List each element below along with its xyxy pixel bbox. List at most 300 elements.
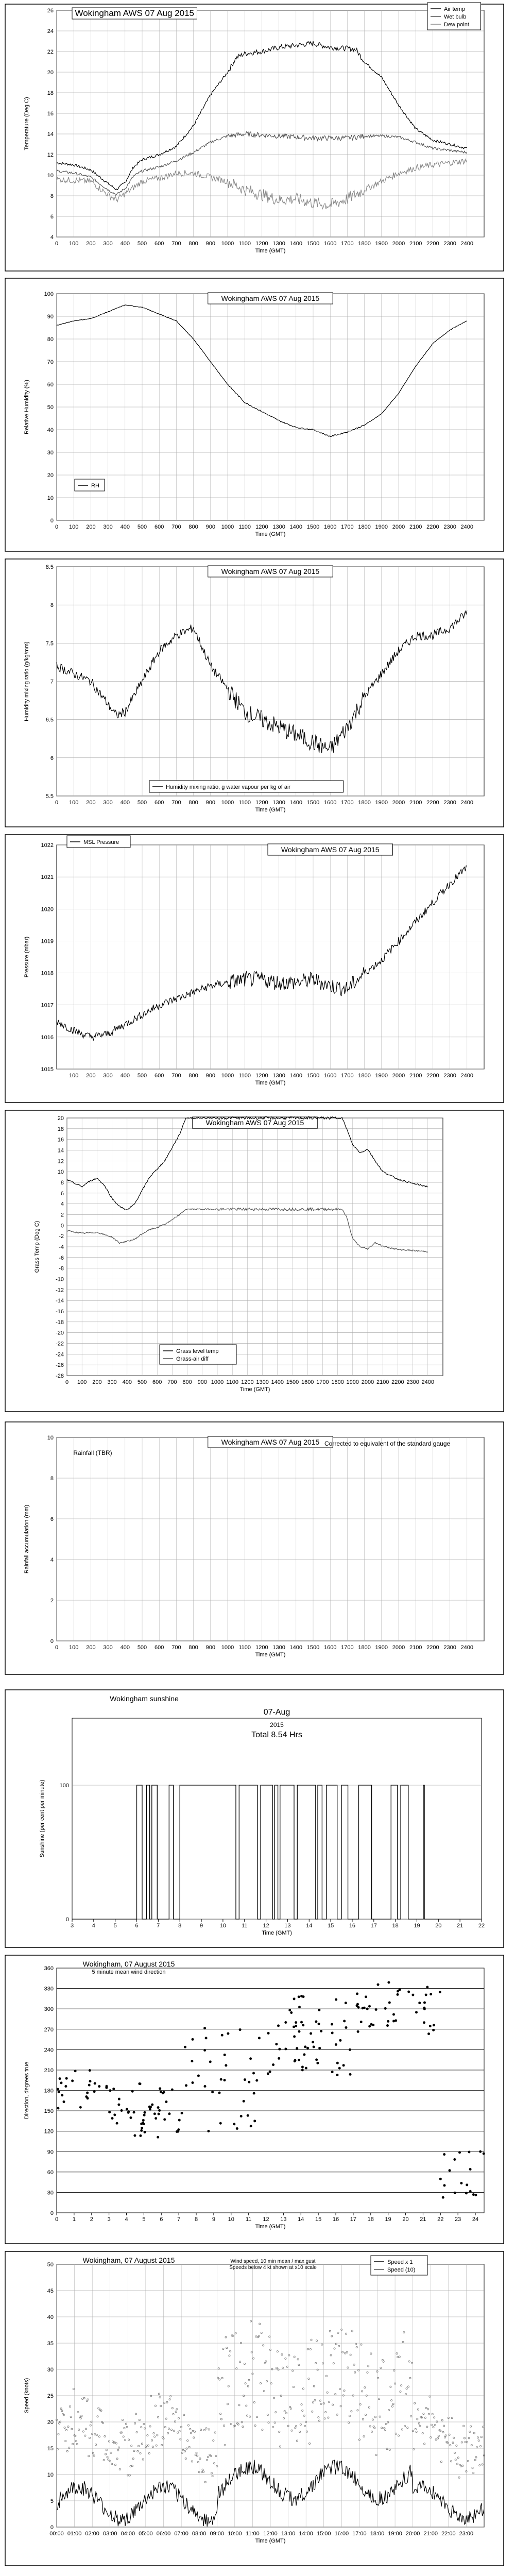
y-tick-label: 360 [44,1965,54,1972]
plot-area [72,1718,482,1919]
x-tick-label: 24 [472,2216,479,2223]
wind-direction-point [468,2151,470,2154]
x-tick-label: 600 [154,524,164,530]
y-tick-label: 12 [47,152,54,158]
x-tick-label: 2200 [426,800,439,806]
wind-direction-point [233,2123,235,2125]
x-tick-label: 15:00 [316,2531,331,2537]
y-tick-label: 1020 [41,906,54,913]
wind-direction-point [197,2074,200,2077]
x-tick-label: 2200 [391,1379,404,1385]
wind-direction-point [93,2090,96,2093]
y-tick-label: 1021 [41,874,54,881]
wind-direction-point [469,2190,472,2193]
x-tick-label: 2400 [421,1379,435,1385]
wind-direction-point [349,2048,351,2051]
y-tick-label: 1019 [41,938,54,945]
wind-direction-point [301,2066,304,2069]
wind-direction-point [302,1995,305,1998]
x-tick-label: 20 [402,2216,409,2223]
wind-direction-point [143,2123,145,2125]
wind-direction-point [443,2153,445,2156]
chart-9 [5,2251,504,2566]
wind-direction-point [247,2114,249,2117]
wind-direction-point [162,2092,164,2094]
wind-direction-point [275,2043,278,2045]
wind-direction-point [296,2047,298,2049]
x-tick-label: 1600 [323,524,337,530]
x-tick-label: 2100 [409,241,422,247]
x-tick-label: 20 [435,1923,442,1929]
wind-direction-point [360,2021,363,2023]
wind-direction-point [433,2024,435,2026]
x-tick-label: 1900 [375,524,388,530]
x-tick-label: 900 [205,800,215,806]
x-tick-label: 2100 [409,524,422,530]
wind-direction-point [177,2130,179,2133]
y-tick-label: 60 [47,2169,54,2176]
x-tick-label: 500 [137,1379,147,1385]
wind-direction-point [258,2037,261,2039]
wind-direction-point [362,2007,364,2009]
y-tick-label: 16 [57,1137,64,1143]
x-tick-label: 19 [414,1923,420,1929]
x-tick-label: 10:00 [228,2531,242,2537]
x-tick-label: 20:00 [405,2531,420,2537]
wind-direction-point [356,2003,359,2006]
y-tick-label: 240 [44,2047,54,2054]
chart-title: Wokingham AWS 07 Aug 2015 [281,845,380,854]
wind-direction-point [315,2058,318,2061]
x-tick-label: 19 [385,2216,391,2223]
x-tick-label: 17 [370,1923,377,1929]
wind-direction-point [429,2025,432,2027]
x-tick-label: 100 [69,524,79,530]
legend-label: MSL Pressure [83,839,119,845]
wind-direction-point [203,2085,206,2088]
wind-direction-point [74,2070,77,2072]
y-tick-label: 6 [60,1190,64,1197]
y-tick-label: -28 [56,1373,64,1379]
sunshine-date: 07-Aug [263,1708,290,1717]
y-tick-label: 1017 [41,1002,54,1009]
x-tick-label: 700 [167,1379,177,1385]
legend-label: RH [91,483,99,489]
wind-direction-point [224,2054,226,2056]
wind-direction-point [298,1995,300,1998]
wind-direction-point [211,2091,214,2093]
chart-subtitle: Rainfall (TBR) [73,1449,112,1456]
x-tick-label: 1800 [358,1645,371,1651]
wind-direction-point [474,2194,477,2196]
wind-direction-point [375,2008,377,2011]
wind-direction-point [139,2134,142,2137]
wind-direction-point [252,2072,255,2074]
x-tick-label: 9 [199,1923,203,1929]
x-tick-label: 2200 [426,524,439,530]
y-tick-label: 7.5 [45,640,54,647]
y-tick-label: 40 [47,427,54,433]
x-tick-label: 2400 [460,241,474,247]
y-axis-label: Grass Temp (Deg C) [34,1221,40,1273]
y-tick-label: 60 [47,382,54,388]
wind-direction-point [243,2100,245,2103]
y-tick-label: 15 [47,2446,54,2452]
x-tick-label: 5 [113,1923,117,1929]
wind-direction-point [426,1986,428,1989]
wind-direction-point [430,1993,432,1995]
x-tick-label: 1300 [272,524,285,530]
x-tick-label: 03:00 [102,2531,117,2537]
wind-direction-point [331,2031,334,2034]
y-tick-label: 18 [57,1126,64,1132]
x-tick-label: 2300 [406,1379,419,1385]
x-tick-label: 200 [86,241,96,247]
x-tick-label: 21 [457,1923,464,1929]
wind-direction-point [207,2130,210,2132]
y-tick-label: 1015 [41,1066,54,1073]
y-tick-label: -4 [59,1244,64,1250]
wind-direction-point [343,2020,346,2022]
chart-8 [5,1955,504,2244]
x-tick-label: 2300 [443,800,456,806]
x-tick-label: 07:00 [174,2531,188,2537]
wind-direction-point [57,2088,59,2090]
x-tick-label: 13:00 [281,2531,296,2537]
wind-direction-point [442,2196,444,2199]
plot-area [57,10,484,237]
y-tick-label: 0 [60,1223,64,1229]
x-tick-label: 900 [205,1073,215,1079]
x-tick-label: 1500 [306,1645,320,1651]
wind-direction-point [483,2153,485,2155]
x-tick-label: 2100 [376,1379,389,1385]
x-tick-label: 300 [103,800,113,806]
wind-direction-point [108,2111,111,2113]
x-tick-label: 1800 [331,1379,344,1385]
x-tick-label: 2400 [460,524,474,530]
x-tick-label: 02:00 [85,2531,99,2537]
wind-direction-point [294,2059,297,2061]
wind-direction-point [427,2032,430,2035]
y-tick-label: 100 [59,1783,69,1789]
x-tick-label: 300 [103,524,113,530]
wind-direction-point [278,2048,281,2050]
wind-direction-point [384,2007,387,2010]
wind-direction-point [203,2027,206,2029]
wind-direction-point [443,2184,445,2187]
x-tick-label: 700 [171,524,181,530]
x-tick-label: 100 [77,1379,87,1385]
y-tick-label: 45 [47,2288,54,2294]
wind-direction-point [98,2085,100,2088]
legend-label: Dew point [444,22,469,28]
wind-direction-point [298,2006,301,2008]
x-tick-label: 1400 [289,1645,303,1651]
x-tick-label: 0 [55,2216,59,2223]
wind-direction-point [105,2087,108,2089]
chart-title: Wokingham AWS 07 Aug 2015 [221,1438,320,1446]
wind-direction-point [58,2091,60,2093]
x-axis-label: Time (GMT) [239,1386,270,1393]
x-tick-label: 500 [137,524,147,530]
wind-direction-point [407,1990,410,1993]
wind-direction-point [239,2028,242,2031]
wind-direction-point [154,2117,157,2120]
wind-direction-point [453,2158,456,2161]
x-tick-label: 400 [122,1379,132,1385]
x-tick-label: 1700 [341,524,354,530]
x-tick-label: 8 [194,2216,198,2223]
wind-direction-point [171,2088,174,2091]
wind-direction-point [356,1992,358,1995]
wind-direction-point [284,2048,287,2050]
y-tick-label: 30 [47,450,54,456]
y-tick-label: 12 [57,1158,64,1165]
x-tick-label: 16:00 [334,2531,349,2537]
y-tick-label: 120 [44,2128,54,2135]
x-tick-label: 7 [157,1923,160,1929]
x-tick-label: 17 [350,2216,357,2223]
x-tick-label: 18 [367,2216,374,2223]
chart-subtitle: 5 minute mean wind direction [92,1969,166,1975]
x-tick-label: 200 [86,1073,96,1079]
x-tick-label: 2000 [392,241,405,247]
y-tick-label: 100 [44,291,54,297]
wind-direction-point [335,2043,337,2046]
wind-direction-point [227,2032,229,2035]
x-tick-label: 600 [154,1073,164,1079]
x-tick-label: 1900 [375,1645,388,1651]
wind-direction-point [153,2112,156,2115]
x-tick-label: 1900 [346,1379,359,1385]
wind-direction-point [140,2129,143,2132]
wind-direction-point [368,2005,371,2008]
x-tick-label: 1500 [306,800,320,806]
chart-7 [5,1690,504,1947]
wind-direction-point [149,2106,152,2108]
chart-3 [5,559,504,827]
wind-direction-point [392,2013,395,2015]
x-tick-label: 1800 [358,1073,371,1079]
wind-direction-point [157,2136,159,2139]
x-tick-label: 1800 [358,241,371,247]
wind-direction-point [249,2057,252,2060]
x-tick-label: 1300 [272,800,285,806]
wind-direction-point [236,2127,238,2130]
x-tick-label: 700 [171,1073,181,1079]
wind-direction-point [387,1981,390,1984]
x-tick-label: 2100 [409,1645,422,1651]
x-tick-label: 2400 [460,800,474,806]
wind-direction-point [109,2089,111,2092]
x-tick-label: 0 [55,1645,59,1651]
x-tick-label: 1700 [341,1073,354,1079]
x-tick-label: 1600 [323,1073,337,1079]
x-tick-label: 2200 [426,1645,439,1651]
x-tick-label: 1600 [323,241,337,247]
wind-direction-point [89,2080,92,2082]
x-tick-label: 1000 [211,1379,224,1385]
x-tick-label: 12:00 [263,2531,278,2537]
wind-direction-point [255,2079,258,2082]
wind-direction-point [331,2023,333,2026]
x-tick-label: 100 [69,800,79,806]
y-tick-label: 8 [50,602,54,609]
wind-direction-point [315,2020,317,2023]
y-tick-label: 10 [57,1169,64,1176]
wind-direction-point [133,2111,135,2114]
wind-direction-point [460,2182,462,2184]
y-tick-label: 20 [47,2419,54,2426]
wind-direction-point [219,2122,222,2125]
y-tick-label: 6 [50,1516,54,1522]
wind-direction-point [142,2119,145,2122]
x-tick-label: 1000 [221,241,234,247]
wind-direction-point [293,2026,295,2028]
wind-direction-point [449,2169,451,2172]
y-tick-label: 90 [47,2149,54,2156]
wind-direction-point [267,2032,270,2035]
x-tick-label: 2400 [460,1073,474,1079]
x-tick-label: 1500 [306,524,320,530]
y-tick-label: 0 [65,1917,69,1923]
y-tick-label: -10 [56,1276,64,1283]
wind-direction-point [387,2020,389,2023]
wind-direction-point [94,2082,96,2084]
wind-direction-point [133,2134,136,2137]
y-tick-label: 8 [50,1476,54,1482]
wind-direction-point [253,2120,256,2122]
y-tick-label: -26 [56,1362,64,1369]
wind-direction-point [293,2035,296,2038]
wind-direction-point [118,2098,121,2100]
x-tick-label: 900 [205,1645,215,1651]
chart-1 [5,3,504,271]
x-tick-label: 0 [55,524,59,530]
y-tick-label: 80 [47,336,54,343]
y-tick-label: 20 [47,70,54,76]
x-tick-label: 0 [55,800,59,806]
x-tick-label: 400 [120,241,130,247]
x-tick-label: 9 [212,2216,215,2223]
x-tick-label: 800 [188,1073,198,1079]
x-tick-label: 100 [69,1073,79,1079]
wind-direction-point [454,2192,456,2194]
y-tick-label: 0 [50,2210,54,2216]
x-tick-label: 2200 [426,241,439,247]
chart-title: Wokingham AWS 07 Aug 2015 [75,8,195,18]
legend-label: Wet bulb [444,14,467,20]
wind-direction-point [293,1997,296,2000]
x-tick-label: 600 [154,800,164,806]
x-tick-label: 1500 [306,241,320,247]
x-tick-label: 23:00 [459,2531,474,2537]
wind-direction-point [71,2079,74,2082]
x-tick-label: 1100 [238,1645,251,1651]
wind-direction-point [267,2072,269,2075]
y-tick-label: -8 [59,1265,64,1272]
x-tick-label: 1200 [241,1379,254,1385]
wind-direction-point [312,2041,314,2043]
x-tick-label: 17:00 [352,2531,367,2537]
wind-direction-point [138,2082,141,2085]
x-tick-label: 15 [315,2216,322,2223]
wind-direction-point [240,2115,243,2117]
x-tick-label: 300 [107,1379,117,1385]
wind-direction-point [248,2081,250,2083]
wind-direction-point [331,2071,334,2073]
wind-direction-point [365,1995,367,1998]
x-tick-label: 6 [135,1923,139,1929]
y-tick-label: 8.5 [45,564,54,570]
wind-direction-point [165,2100,167,2103]
x-tick-label: 600 [154,1645,164,1651]
wind-direction-point [469,2168,472,2171]
x-tick-label: 6 [160,2216,163,2223]
x-tick-label: 900 [205,241,215,247]
wind-direction-point [411,1994,414,1996]
wind-direction-point [368,2025,371,2027]
x-tick-label: 2300 [443,241,456,247]
wind-direction-point [178,2119,181,2122]
legend-label: Speed x 1 [387,2259,413,2265]
x-tick-label: 12 [263,1923,269,1929]
x-tick-label: 12 [263,2216,269,2223]
x-tick-label: 600 [152,1379,162,1385]
x-tick-label: 1800 [358,524,371,530]
x-tick-label: 14 [306,1923,313,1929]
chart-title: Wokingham AWS 07 Aug 2015 [221,294,320,302]
wind-direction-point [149,2108,151,2110]
wind-direction-point [209,2060,212,2063]
x-tick-label: 3 [107,2216,111,2223]
x-tick-label: 2400 [460,1645,474,1651]
x-tick-label: 05:00 [139,2531,153,2537]
x-tick-label: 500 [137,1645,147,1651]
x-tick-label: 13 [284,1923,291,1929]
wind-direction-point [318,2009,320,2011]
x-tick-label: 200 [86,1645,96,1651]
x-tick-label: 0 [55,241,59,247]
wind-direction-point [349,2073,352,2076]
x-tick-label: 200 [86,524,96,530]
wind-direction-point [295,2021,297,2024]
wind-direction-point [298,2059,300,2061]
x-tick-label: 1900 [375,1073,388,1079]
wind-direction-point [141,2127,143,2129]
x-tick-label: 1700 [341,800,354,806]
y-axis-label: Relative Humidity (%) [24,380,30,434]
wind-direction-point [458,2151,461,2154]
x-tick-label: 900 [197,1379,207,1385]
x-tick-label: 11 [245,2216,252,2223]
wind-direction-point [168,2112,170,2115]
x-tick-label: 8 [178,1923,182,1929]
y-axis-label: Humidity mixing ratio (g/kg/mm) [24,641,30,721]
wind-direction-point [220,2078,222,2081]
x-tick-label: 22 [437,2216,444,2223]
wind-direction-point [140,2123,143,2125]
x-tick-label: 400 [120,1645,130,1651]
legend-label: Speed (10) [387,2267,416,2273]
x-tick-label: 14:00 [299,2531,313,2537]
wind-direction-point [126,2108,128,2111]
wind-direction-point [250,2125,252,2127]
wind-direction-point [357,2030,359,2033]
wind-direction-point [336,2074,338,2076]
plot-area [57,1437,484,1641]
